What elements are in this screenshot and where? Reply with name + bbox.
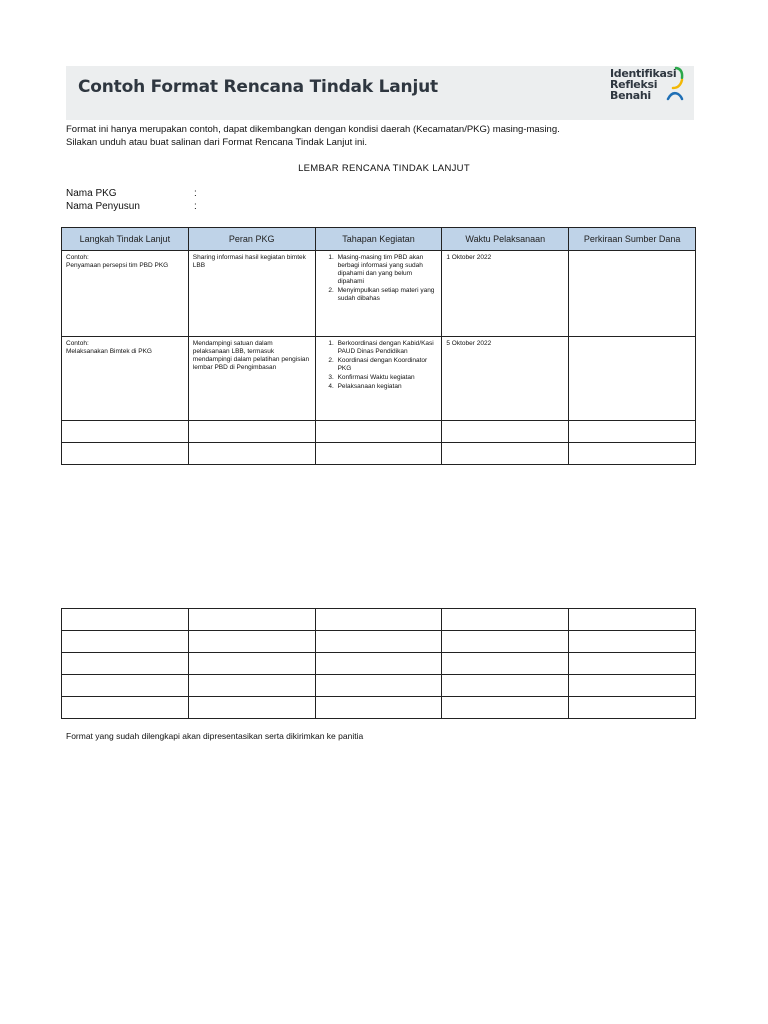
column-header: Peran PKG xyxy=(188,228,315,251)
logo-mark-icon xyxy=(656,66,686,102)
empty-cell[interactable] xyxy=(442,443,569,465)
empty-cell[interactable] xyxy=(442,609,569,631)
empty-table-row xyxy=(62,653,696,675)
empty-cell[interactable] xyxy=(442,631,569,653)
meta-separator: : xyxy=(194,201,197,212)
empty-cell[interactable] xyxy=(569,631,696,653)
example-label: Contoh: xyxy=(66,254,89,261)
page-header xyxy=(66,66,694,120)
empty-cell[interactable] xyxy=(315,609,442,631)
peran-cell[interactable]: Mendampingi satuan dalam pelaksanaan LBB, termasuk mendampingi dalam pelatihan pengisian lembar PBD di Pengimbasan xyxy=(188,337,315,421)
empty-cell[interactable] xyxy=(315,443,442,465)
dana-cell[interactable] xyxy=(569,337,696,421)
tahapan-list xyxy=(320,254,438,303)
empty-cell[interactable] xyxy=(442,653,569,675)
empty-cell[interactable] xyxy=(62,697,189,719)
empty-cell[interactable] xyxy=(569,697,696,719)
empty-cell[interactable] xyxy=(442,697,569,719)
empty-cell[interactable] xyxy=(62,653,189,675)
langkah-text: Melaksanakan Bimtek di PKG xyxy=(66,348,152,355)
empty-cell[interactable] xyxy=(569,443,696,465)
column-header: Perkiraan Sumber Dana xyxy=(569,228,696,251)
waktu-cell[interactable]: 1 Oktober 2022 xyxy=(442,251,569,337)
sheet-title: LEMBAR RENCANA TINDAK LANJUT xyxy=(298,163,470,174)
empty-cell[interactable] xyxy=(315,697,442,719)
intro-text xyxy=(66,123,560,149)
meta-fields xyxy=(66,187,197,213)
dana-cell[interactable] xyxy=(569,251,696,337)
footer-note: Format yang sudah dilengkapi akan dipresentasikan serta dikirimkan ke panitia xyxy=(66,731,364,741)
empty-cell[interactable] xyxy=(188,653,315,675)
intro-line-2: Silakan unduh atau buat salinan dari Format Rencana Tindak Lanjut ini. xyxy=(66,137,368,148)
page-title: Contoh Format Rencana Tindak Lanjut xyxy=(78,77,438,97)
empty-cell[interactable] xyxy=(62,443,189,465)
list-item: 1. Masing-masing tim PBD akan berbagi informasi yang sudah dipahami dan yang belum dipahami xyxy=(336,254,438,286)
empty-cell[interactable] xyxy=(188,443,315,465)
meta-row-nama-penyusun xyxy=(66,200,197,213)
list-item: 4. Pelaksanaan kegiatan xyxy=(336,383,438,391)
list-item: 3. Konfirmasi Waktu kegiatan xyxy=(336,374,438,382)
example-label: Contoh: xyxy=(66,340,89,347)
empty-cell[interactable] xyxy=(569,609,696,631)
empty-table-row xyxy=(62,443,696,465)
empty-cell[interactable] xyxy=(569,675,696,697)
empty-cell[interactable] xyxy=(62,675,189,697)
empty-table-row xyxy=(62,609,696,631)
tahapan-cell[interactable] xyxy=(315,251,442,337)
table-header-row xyxy=(62,228,696,251)
meta-label: Nama PKG xyxy=(66,188,117,199)
empty-grid-table xyxy=(61,608,696,719)
waktu-cell[interactable]: 5 Oktober 2022 xyxy=(442,337,569,421)
langkah-cell[interactable] xyxy=(62,337,189,421)
langkah-cell[interactable] xyxy=(62,251,189,337)
empty-table-row xyxy=(62,631,696,653)
empty-cell[interactable] xyxy=(188,421,315,443)
empty-cell[interactable] xyxy=(315,631,442,653)
meta-separator: : xyxy=(194,188,197,199)
empty-cell[interactable] xyxy=(188,697,315,719)
empty-cell[interactable] xyxy=(188,675,315,697)
empty-cell[interactable] xyxy=(569,653,696,675)
logo-line-2: Refleksi xyxy=(610,78,658,91)
empty-table-row xyxy=(62,697,696,719)
empty-table-row xyxy=(62,675,696,697)
tahapan-cell[interactable] xyxy=(315,337,442,421)
peran-cell[interactable]: Sharing informasi hasil kegiatan bimtek LBB xyxy=(188,251,315,337)
list-item: 2. Menyimpulkan setiap materi yang sudah dibahas xyxy=(336,287,438,303)
empty-table-row xyxy=(62,421,696,443)
empty-cell[interactable] xyxy=(188,609,315,631)
table-row xyxy=(62,251,696,337)
list-item: 2. Koordinasi dengan Koordinator PKG xyxy=(336,357,438,373)
empty-cell[interactable] xyxy=(62,631,189,653)
empty-cell[interactable] xyxy=(442,421,569,443)
rencana-table xyxy=(61,227,696,465)
column-header: Tahapan Kegiatan xyxy=(315,228,442,251)
column-header: Waktu Pelaksanaan xyxy=(442,228,569,251)
column-header: Langkah Tindak Lanjut xyxy=(62,228,189,251)
meta-row-nama-pkg xyxy=(66,187,197,200)
logo-line-3: Benahi xyxy=(610,89,651,102)
empty-cell[interactable] xyxy=(62,421,189,443)
table-row xyxy=(62,337,696,421)
empty-cell[interactable] xyxy=(188,631,315,653)
empty-cell[interactable] xyxy=(315,675,442,697)
logo-line-1: Identifikasi xyxy=(610,67,677,80)
meta-label: Nama Penyusun xyxy=(66,201,140,212)
empty-cell[interactable] xyxy=(442,675,569,697)
tahapan-list xyxy=(320,340,438,391)
empty-cell[interactable] xyxy=(315,421,442,443)
empty-cell[interactable] xyxy=(315,653,442,675)
intro-line-1: Format ini hanya merupakan contoh, dapat dikembangkan dengan kondisi daerah (Kecamatan/PKG) masing-masing. xyxy=(66,124,560,135)
empty-cell[interactable] xyxy=(569,421,696,443)
list-item: 1. Berkoordinasi dengan Kabid/Kasi PAUD Dinas Pendidikan xyxy=(336,340,438,356)
langkah-text: Penyamaan persepsi tim PBD PKG xyxy=(66,262,169,269)
logo xyxy=(610,66,686,102)
empty-cell[interactable] xyxy=(62,609,189,631)
